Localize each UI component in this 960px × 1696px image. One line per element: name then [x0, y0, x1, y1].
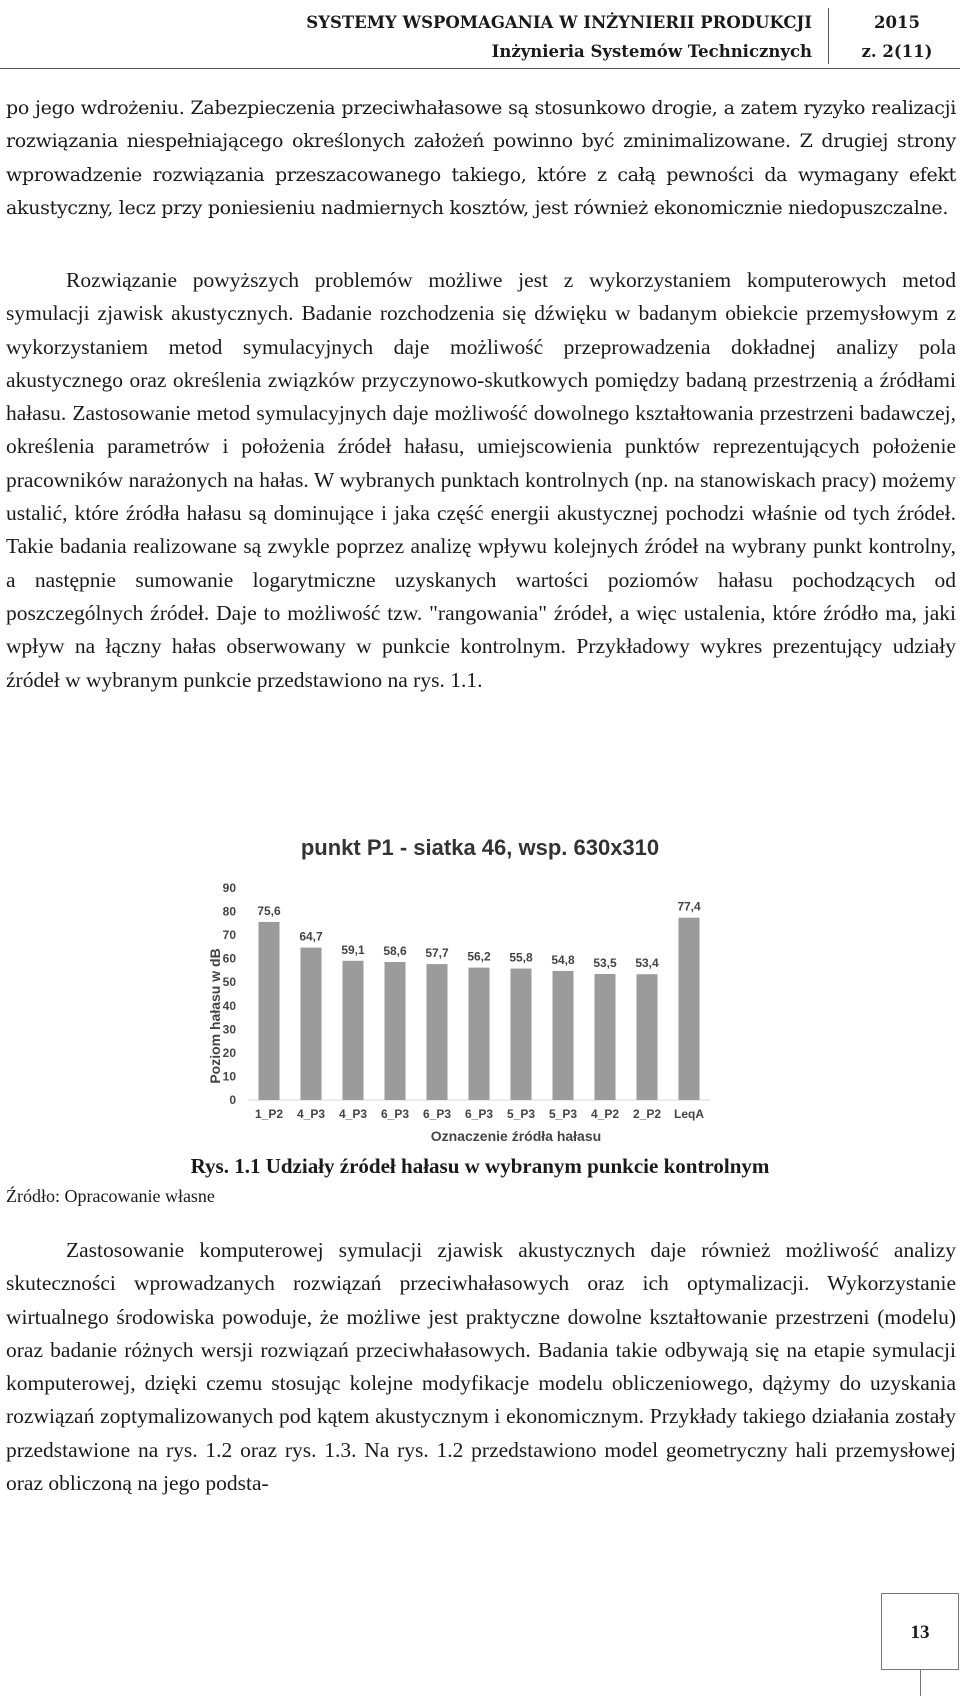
data-label: 75,6: [257, 903, 281, 918]
x-tick-label: 5_P3: [506, 1107, 536, 1121]
y-tick-label: 80: [222, 904, 236, 919]
y-tick-label: 20: [222, 1045, 236, 1060]
x-tick-label: 4_P3: [296, 1107, 326, 1121]
data-label: 77,4: [677, 899, 701, 914]
bar: [259, 922, 280, 1100]
data-label: 64,7: [299, 929, 323, 944]
bar: [679, 918, 700, 1100]
y-tick-label: 0: [229, 1093, 236, 1107]
data-label: 53,5: [593, 955, 617, 970]
x-tick-label: 5_P3: [548, 1107, 578, 1121]
bar: [385, 962, 406, 1100]
journal-title-block: [306, 8, 812, 66]
x-tick-label: 4_P3: [338, 1107, 368, 1121]
data-label: 58,6: [383, 943, 407, 958]
bar-chart: [190, 828, 750, 1158]
y-tick-label: 70: [222, 928, 236, 943]
journal-title: SYSTEMY WSPOMAGANIA W INŻYNIERII PRODUKCJI: [306, 13, 812, 32]
journal-year: 2015: [874, 13, 920, 32]
x-tick-label: 4_P2: [590, 1107, 620, 1121]
page-number-box: [881, 1593, 959, 1670]
bar: [469, 968, 490, 1100]
chart-title: punkt P1 - siatka 46, wsp. 630x310: [300, 835, 660, 860]
y-tick-label: 40: [222, 998, 236, 1013]
journal-subtitle: Inżynieria Systemów Technicznych: [491, 42, 812, 61]
chart-x-axis-label: Oznaczenie źródła hałasu: [430, 1128, 602, 1144]
chart-y-axis-label: Poziom hałasu w dB: [207, 948, 223, 1084]
bar: [301, 948, 322, 1100]
y-tick-label: 90: [222, 881, 236, 895]
data-label: 57,7: [425, 946, 449, 961]
chart-svg: [190, 828, 750, 1158]
figure-source: Źródło: Opracowanie własne: [6, 1186, 215, 1206]
x-tick-label: LeqA: [674, 1107, 704, 1121]
bar: [427, 964, 448, 1100]
issue-block: [842, 8, 952, 66]
figure-caption: Rys. 1.1 Udziały źródeł hałasu w wybranym punkcie kontrolnym: [190, 1154, 770, 1178]
header-rule: [0, 68, 960, 69]
data-label: 59,1: [341, 942, 365, 957]
y-tick-label: 50: [222, 975, 236, 990]
data-label: 54,8: [551, 952, 575, 967]
x-tick-label: 2_P2: [632, 1107, 662, 1121]
running-header: [0, 8, 960, 68]
y-tick-label: 60: [222, 951, 236, 966]
journal-issue: z. 2(11): [861, 42, 933, 61]
bar: [637, 974, 658, 1100]
bar: [511, 969, 532, 1100]
data-label: 55,8: [509, 950, 533, 965]
paragraph-2: Rozwiązanie powyższych problemów możliwe jest z wykorzystaniem komputerowych metod symulacji zjawisk akustycznych. Badanie rozchodzenia się dźwięku w badanym obiekcie przemysłowym z wykorzystaniem metod symulacyjnych daje możliwość przeprowadzenia dokładnej analizy pola akustycznego oraz określenia związków przyczynowo-skutkowych pomiędzy badaną przestrzenią a źródłami hałasu. Zastosowanie metod symulacyjnych daje możliwość dowolnego kształtowania przestrzeni badawczej, określenia parametrów i położenia źródeł hałasu, umiejscowienia punktów reprezentujących położenie pracowników narażonych na hałas. W wybranych punktach kontrolnych (np. na stanowiskach pracy) możemy ustalić, które źródła hałasu są dominujące i jaka część energii akustycznej pochodzi właśnie od tych źródeł. Takie badania realizowane są zwykle poprzez analizę wpływu kolejnych źródeł na wybrany punkt kontrolny, a następnie sumowanie logarytmiczne uzyskanych wartości poziomów hałasu pochodzących od poszczególnych źródeł. Daje to możliwość tzw. "rangowania" źródeł, a więc ustalenia, które źródło ma, jaki wpływ na łączny hałas obserwowany w punkcie kontrolnym. Przykładowy wykres prezentujący udziały źródeł w wybranym punkcie przedstawiono na rys. 1.1.: [6, 268, 956, 692]
page-number-rule: [920, 1669, 921, 1696]
bar: [595, 974, 616, 1100]
bar: [343, 961, 364, 1100]
bar: [553, 971, 574, 1100]
x-tick-label: 6_P3: [380, 1107, 410, 1121]
x-tick-label: 6_P3: [422, 1107, 452, 1121]
data-label: 53,4: [635, 956, 659, 971]
y-tick-label: 10: [222, 1069, 236, 1084]
x-tick-label: 1_P2: [254, 1107, 284, 1121]
header-divider: [828, 8, 829, 64]
y-tick-label: 30: [222, 1022, 236, 1037]
data-label: 56,2: [467, 949, 491, 964]
paragraph-1: po jego wdrożeniu. Zabezpieczenia przeciwhałasowe są stosunkowo drogie, a zatem ryzyko realizacji rozwiązania niespełniającego określonych założeń powinno być zminimalizowane. Z drugiej strony wprowadzenie rozwiązania przeszacowanego takiego, które z całą pewności da wymagany efekt akustyczny, lecz przy poniesieniu nadmiernych kosztów, jest również ekonomicznie niedopuszczalne.: [6, 97, 956, 219]
page-number: 13: [910, 1622, 930, 1643]
x-tick-label: 6_P3: [464, 1107, 494, 1121]
paragraph-3: Zastosowanie komputerowej symulacji zjawisk akustycznych daje również możliwość analizy skuteczności wprowadzanych rozwiązań przeciwhałasowych oraz ich optymalizacji. Wykorzystanie wirtualnego środowiska powoduje, że możliwe jest praktyczne dowolne kształtowanie przestrzeni (modelu) oraz badanie różnych wersji rozwiązań przeciwhałasowych. Badania takie odbywają się na etapie symulacji komputerowej, dzięki czemu stosując kolejne modyfikacje modelu obliczeniowego, dążymy do uzyskania rozwiązań zoptymalizowanych pod kątem akustycznym i ekonomicznym. Przykłady takiego działania zostały przedstawione na rys. 1.2 oraz rys. 1.3. Na rys. 1.2 przedstawiono model geometryczny hali przemysłowej oraz obliczoną na jego podsta-: [6, 1238, 956, 1496]
